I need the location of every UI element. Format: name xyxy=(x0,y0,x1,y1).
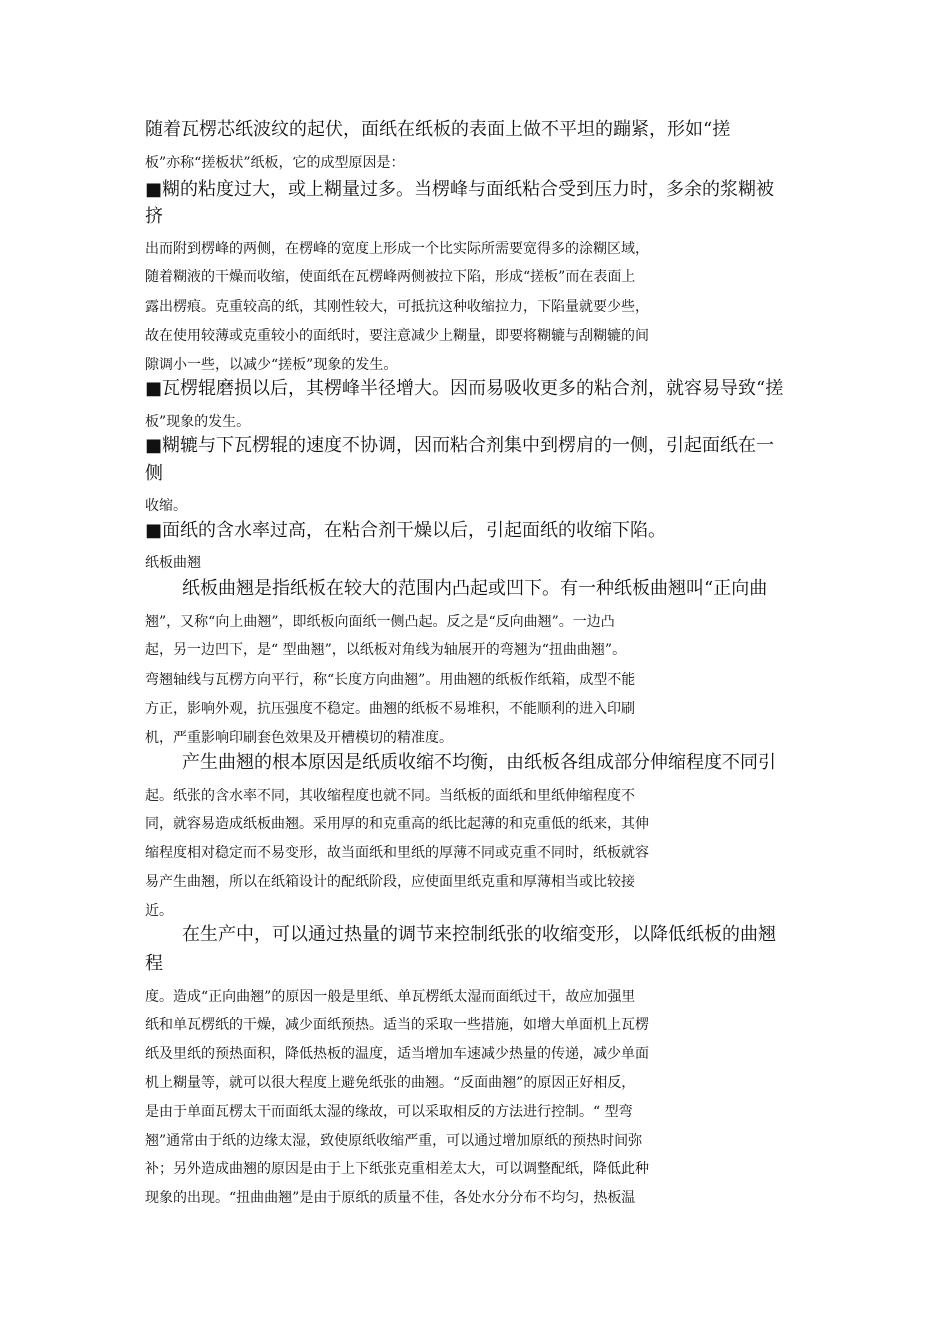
paragraph-first-line: 产生曲翘的根本原因是纸质收缩不均衡，由纸板各组成部分伸缩程度不同引 xyxy=(182,752,776,773)
text-line: 方正，影响外观，抗压强度不稳定。曲翘的纸板不易堆积，不能顺利的进入印刷 xyxy=(145,701,635,717)
text-line: 缩程度相对稳定而不易变形，故当面纸和里纸的厚薄不同或克重不同时，纸板就容 xyxy=(145,845,649,861)
text-line: 机上糊量等，就可以很大程度上避免纸张的曲翘。“反面曲翘”的原因正好相反， xyxy=(145,1075,636,1091)
text-line: 板”现象的发生。 xyxy=(145,414,251,430)
bullet-line: ■糊辘与下瓦楞辊的速度不协调，因而粘合剂集中到楞肩的一侧，引起面纸在一 xyxy=(145,435,775,456)
section-heading: 纸板曲翘 xyxy=(145,555,201,571)
text-line: 出而附到楞峰的两侧，在楞峰的宽度上形成一个比实际所需要宽得多的涂糊区域， xyxy=(145,241,649,257)
text-line: 现象的出现。“扭曲曲翘”是由于原纸的质量不佳，各处水分分布不均匀，热板温 xyxy=(145,1190,636,1206)
text-line: 起。纸张的含水率不同，其收缩程度也就不同。当纸板的面纸和里纸伸缩程度不 xyxy=(145,788,635,804)
paragraph-first-line: 纸板曲翘是指纸板在较大的范围内凸起或凹下。有一种纸板曲翘叫“正向曲 xyxy=(182,578,768,599)
bullet-line: ■糊的粘度过大，或上糊量过多。当楞峰与面纸粘合受到压力时，多余的浆糊被 xyxy=(145,179,775,200)
paragraph-first-line: 在生产中，可以通过热量的调节来控制纸张的收缩变形，以降低纸板的曲翘 xyxy=(182,924,776,945)
text-line: 易产生曲翘，所以在纸箱设计的配纸阶段，应使面里纸克重和厚薄相当或比较接 xyxy=(145,874,635,890)
text-line: 补；另外造成曲翘的原因是由于上下纸张克重相差太大，可以调整配纸，降低此种 xyxy=(145,1161,649,1177)
text-line: 翘”通常由于纸的边缘太湿，致使原纸收缩严重，可以通过增加原纸的预热时间弥 xyxy=(145,1133,643,1149)
text-line: 纸和单瓦楞纸的干燥，减少面纸预热。适当的采取一些措施，如增大单面机上瓦楞 xyxy=(145,1017,649,1033)
text-line: 露出楞痕。克重较高的纸，其刚性较大，可抵抗这种收缩拉力，下陷量就要少些， xyxy=(145,299,649,315)
text-line: 挤 xyxy=(145,206,163,227)
text-line: 板”亦称“搓板状”纸板，它的成型原因是： xyxy=(145,155,405,171)
text-line: 隙调小一些，以减少“搓板”现象的发生。 xyxy=(145,357,398,373)
bullet-line: ■瓦楞辊磨损以后，其楞峰半径增大。因而易吸收更多的粘合剂，就容易导致“搓 xyxy=(145,378,784,399)
text-line: 收缩。 xyxy=(145,498,187,514)
bullet-line: ■面纸的含水率过高，在粘合剂干燥以后，引起面纸的收缩下陷。 xyxy=(145,520,667,541)
text-line: 翘”，又称“向上曲翘”，即纸板向面纸一侧凸起。反之是“反向曲翘”。一边凸 xyxy=(145,614,615,630)
text-line: 随着糊液的干燥而收缩，使面纸在瓦楞峰两侧被拉下陷，形成“搓板”而在表面上 xyxy=(145,269,636,285)
text-line: 侧 xyxy=(145,463,163,484)
text-line: 起，另一边凹下，是“ 型曲翘”，以纸板对角线为轴展开的弯翘为“扭曲曲翘”。 xyxy=(145,642,627,658)
text-line: 近。 xyxy=(145,903,173,919)
text-line: 机，严重影响印刷套色效果及开槽模切的精准度。 xyxy=(145,730,453,746)
text-line: 故在使用较薄或克重较小的面纸时，要注意减少上糊量，即要将糊辘与刮糊辘的间 xyxy=(145,328,649,344)
text-line: 是由于单面瓦楞太干而面纸太湿的缘故，可以采取相反的方法进行控制。“ 型弯 xyxy=(145,1104,633,1120)
text-line: 弯翘轴线与瓦楞方向平行，称“长度方向曲翘”。用曲翘的纸板作纸箱，成型不能 xyxy=(145,672,636,688)
text-line: 纸及里纸的预热面积，降低热板的温度，适当增加车速减少热量的传递，减少单面 xyxy=(145,1046,649,1062)
text-line: 随着瓦楞芯纸波纹的起伏，面纸在纸板的表面上做不平坦的蹦紧，形如“搓 xyxy=(145,119,731,140)
text-line: 同，就容易造成纸板曲翘。采用厚的和克重高的纸比起薄的和克重低的纸来，其伸 xyxy=(145,816,649,832)
text-line: 度。造成“正向曲翘”的原因一般是里纸、单瓦楞纸太湿而面纸过干，故应加强里 xyxy=(145,989,636,1005)
text-line: 程 xyxy=(145,953,163,974)
